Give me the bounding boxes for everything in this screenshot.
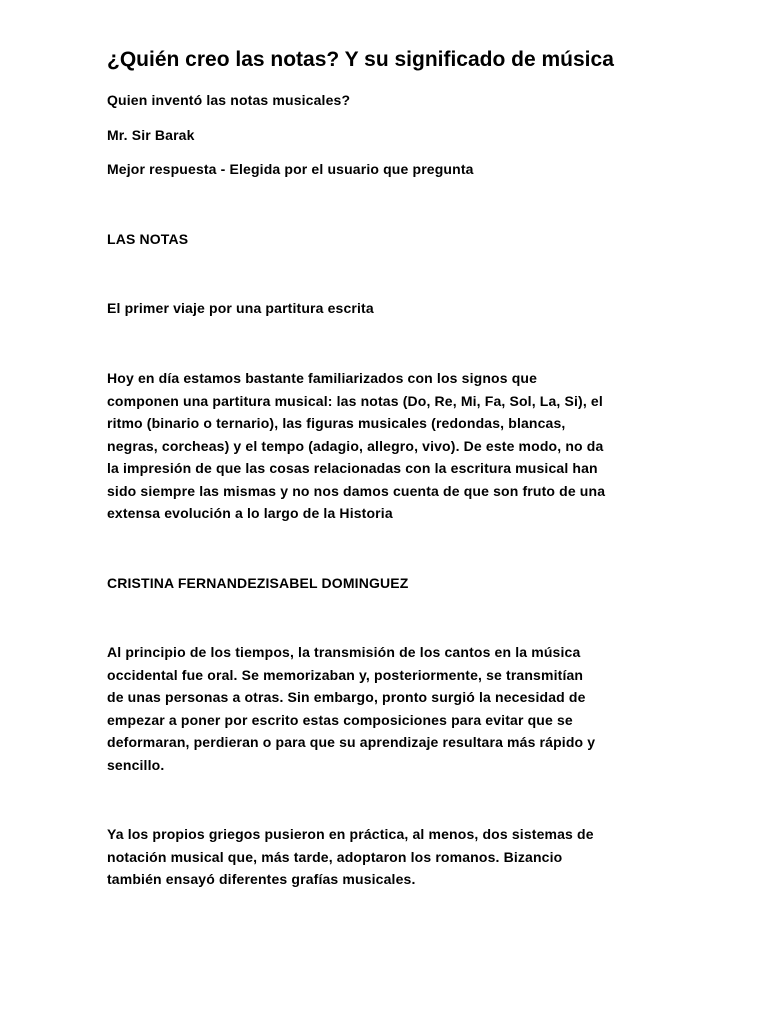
paragraph-line: sencillo. bbox=[107, 756, 165, 773]
paragraph-line: extensa evolución a lo largo de la Historia bbox=[107, 505, 393, 521]
best-answer-line: Mejor respuesta - Elegida por el usuario que pregunta bbox=[107, 161, 474, 177]
paragraph-3 bbox=[107, 823, 594, 891]
author-line: Mr. Sir Barak bbox=[107, 127, 195, 143]
paragraph-line: la impresión de que las cosas relacionadas con la escritura musical han bbox=[107, 460, 598, 476]
paragraph-line: empezar a poner por escrito estas composiciones para evitar que se bbox=[107, 711, 573, 728]
document-page bbox=[107, 46, 667, 887]
paragraph-line: sido siempre las mismas y no nos damos cuenta de que son fruto de una bbox=[107, 482, 606, 499]
paragraph-line: notación musical que, más tarde, adoptaron los romanos. Bizancio bbox=[107, 848, 563, 865]
authors-line: CRISTINA FERNANDEZISABEL DOMINGUEZ bbox=[107, 575, 409, 591]
paragraph-line: Hoy en día estamos bastante familiarizados con los signos que bbox=[107, 370, 538, 386]
paragraph-line: occidental fue oral. Se memorizaban y, posteriormente, se transmitían bbox=[107, 666, 584, 683]
paragraph-line: también ensayó diferentes grafías musicales. bbox=[107, 871, 416, 887]
paragraph-1 bbox=[107, 367, 605, 525]
section-heading: LAS NOTAS bbox=[107, 231, 189, 247]
page-title: ¿Quién creo las notas? Y su significado de música bbox=[107, 48, 614, 71]
question-line: Quien inventó las notas musicales? bbox=[107, 92, 351, 108]
paragraph-2 bbox=[107, 641, 595, 776]
paragraph-line: Al principio de los tiempos, la transmisión de los cantos en la música bbox=[107, 644, 581, 660]
paragraph-line: deformaran, perdieran o para que su aprendizaje resultara más rápido y bbox=[107, 734, 596, 750]
paragraph-line: negras, corcheas) y el tempo (adagio, allegro, vivo). De este modo, no da bbox=[107, 437, 604, 454]
subheading: El primer viaje por una partitura escrita bbox=[107, 300, 374, 316]
paragraph-line: Ya los propios griegos pusieron en práctica, al menos, dos sistemas de bbox=[107, 826, 594, 842]
paragraph-line: de unas personas a otras. Sin embargo, pronto surgió la necesidad de bbox=[107, 689, 586, 705]
paragraph-line: ritmo (binario o ternario), las figuras musicales (redondas, blancas, bbox=[107, 415, 566, 431]
paragraph-line: componen una partitura musical: las notas (Do, Re, Mi, Fa, Sol, La, Si), el bbox=[107, 392, 603, 409]
